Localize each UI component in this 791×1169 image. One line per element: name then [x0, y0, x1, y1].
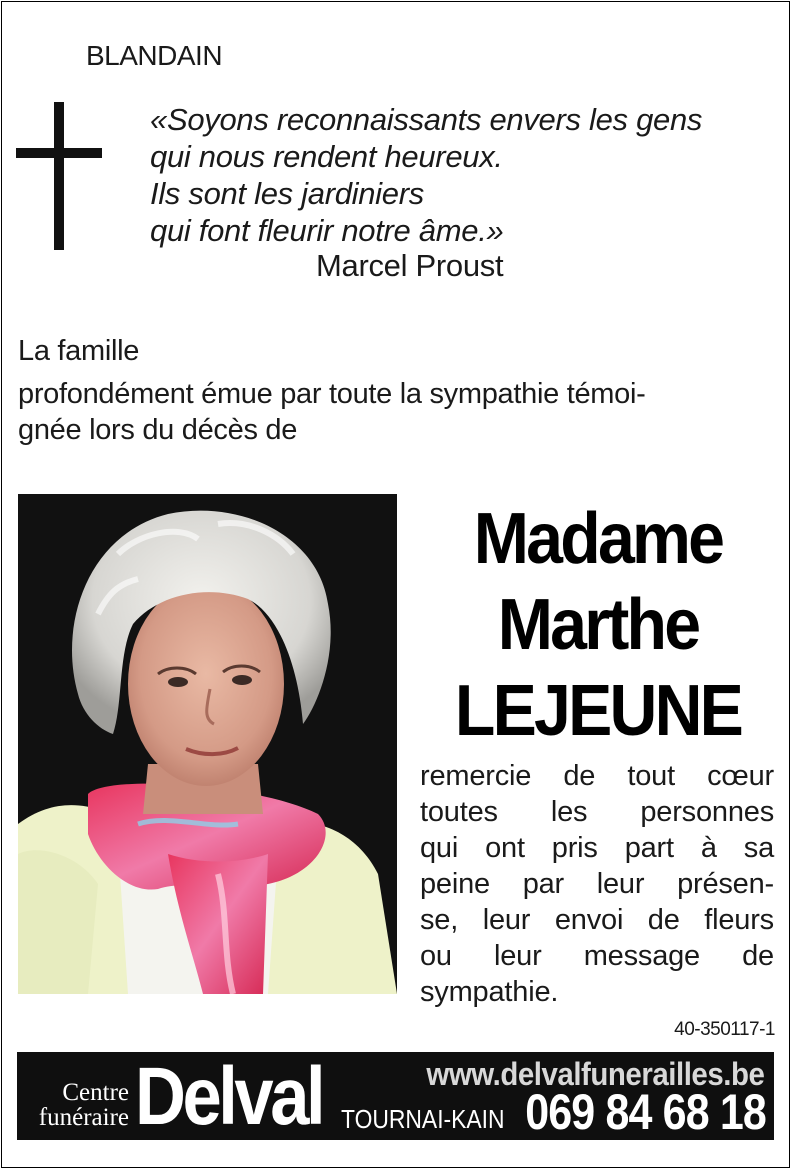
portrait-photo — [18, 494, 397, 994]
intro-text — [18, 333, 778, 448]
label-line: Centre — [62, 1079, 129, 1106]
village-name: BLANDAIN — [86, 40, 223, 71]
intro-line: gnée lors du décès de — [18, 414, 298, 446]
quote-author: Marcel Proust — [316, 248, 504, 283]
deceased-title: Madame — [473, 499, 723, 579]
thanks-line: se, leur envoi de fleurs — [420, 904, 774, 936]
intro-line: profondément émue par toute la sympathie témoi- — [18, 378, 646, 410]
funeral-home-city: TOURNAI-KAIN — [341, 1104, 505, 1134]
thanks-line: peine par leur présen- — [420, 868, 774, 900]
quote-line: qui nous rendent heureux. — [150, 139, 503, 174]
intro-line: La famille — [18, 335, 140, 367]
thanks-line: toutes les personnes — [420, 796, 774, 828]
reference-number: 40-350117-1 — [674, 1019, 775, 1040]
funeral-home-label — [21, 1080, 129, 1130]
thanks-line: qui ont pris part à sa — [420, 832, 774, 864]
thanks-line: remercie de tout cœur — [420, 760, 774, 792]
quote-block — [150, 101, 702, 249]
thanks-line: sympathie. — [420, 976, 559, 1008]
deceased-first-name: Marthe — [497, 585, 699, 665]
latin-cross-icon — [16, 102, 102, 250]
deceased-name — [420, 496, 776, 754]
funeral-home-banner — [17, 1052, 774, 1140]
thanks-line: ou leur message de — [420, 940, 774, 972]
thanks-text — [420, 758, 774, 1010]
funeral-home-phone[interactable]: 069 84 68 18 — [525, 1084, 766, 1140]
deceased-last-name: LEJEUNE — [454, 671, 742, 751]
quote-line: Ils sont les jardiniers — [150, 176, 424, 211]
label-line: funéraire — [38, 1104, 129, 1131]
funeral-home-website[interactable]: www.delvalfunerailles.be — [426, 1056, 764, 1092]
funeral-home-name: Delval — [135, 1051, 323, 1142]
quote-line: qui font fleurir notre âme.» — [150, 213, 504, 248]
quote-line: «Soyons reconnaissants envers les gens — [150, 102, 703, 137]
